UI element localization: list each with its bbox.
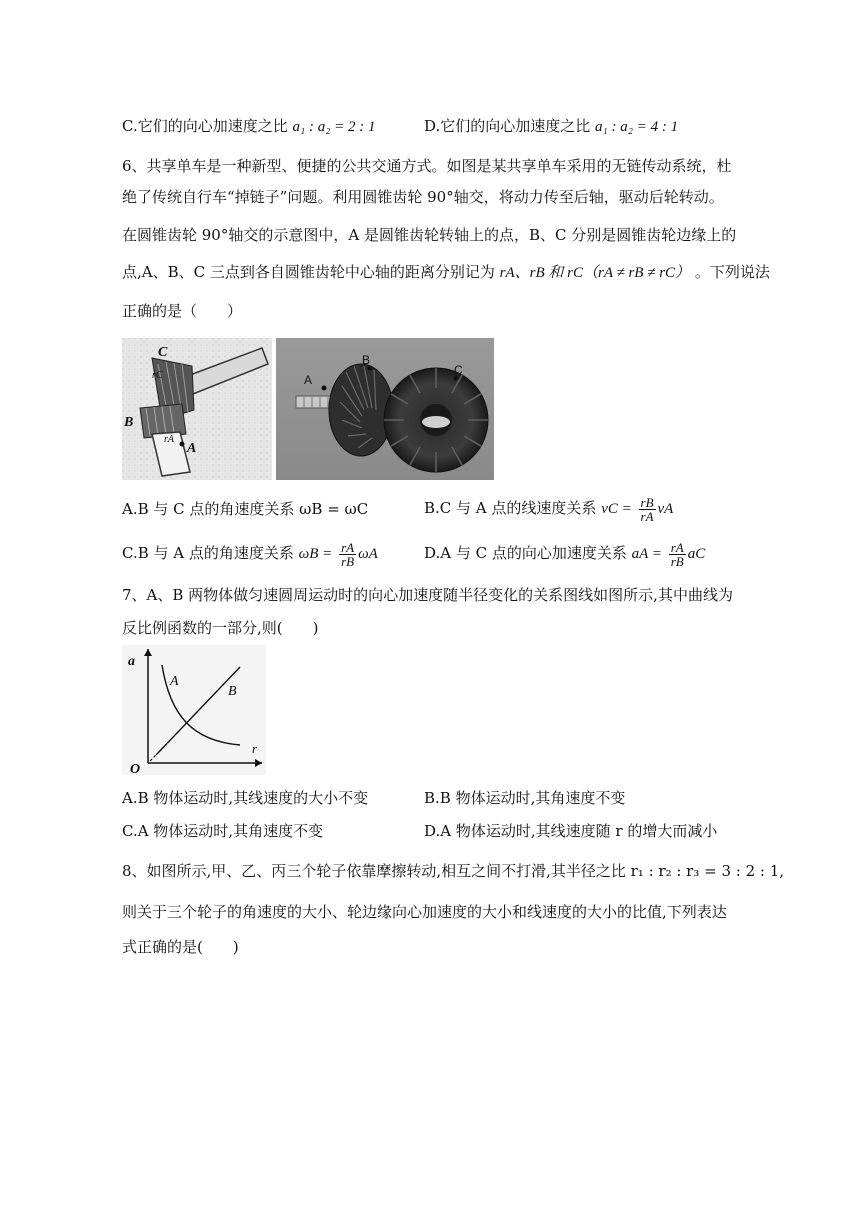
q5-option-d-text: D.它们的向心加速度之比	[424, 117, 591, 135]
q7-line-2: 反比例函数的一部分,则( )	[122, 619, 319, 637]
bevel-gear-photo-figure	[276, 338, 494, 480]
fig1-label-b: B	[124, 415, 134, 430]
q5-option-d	[424, 116, 678, 137]
q6-line-2: 绝了传统自行车“掉链子”问题。利用圆锥齿轮 90°轴交，将动力传至后轴，驱动后轮转动。	[122, 188, 724, 206]
q6-option-c-text: C.B 与 A 点的角速度关系	[122, 544, 294, 562]
q8-line-3: 式正确的是( )	[122, 938, 239, 956]
q6-line-3: 在圆锥齿轮 90°轴交的示意图中，A 是圆锥齿轮转轴上的点，B、C 分别是圆锥齿轮边缘上的	[122, 226, 737, 244]
fig2-label-c: C	[454, 363, 463, 377]
q6-option-d	[424, 536, 705, 571]
q6-option-d-fraction: $\frac{rA}{rB}$	[670, 539, 684, 569]
q6-line-4	[122, 262, 770, 283]
q6-option-d-text: D.A 与 C 点的向心加速度关系	[424, 544, 627, 562]
q5-option-c-expr: a₁ : a₂ = 2 : 1	[292, 119, 376, 135]
q6-line-4-vars: rA、rB 和 rC（rA ≠ rB ≠ rC）	[499, 265, 691, 281]
q6-option-b	[424, 491, 673, 526]
q8-line-1: 8、如图所示,甲、乙、丙三个轮子依靠摩擦转动,相互之间不打滑,其半径之比 r₁ : r₂ : r₃ = 3 : 2 : 1,	[122, 862, 785, 880]
q5-option-c-text: C.它们的向心加速度之比	[122, 117, 288, 135]
fig1-label-c: C	[158, 345, 168, 360]
q7-graph-figure	[122, 645, 266, 775]
graph-y-axis-label: a	[128, 654, 135, 669]
fig1-label-rc: rC	[152, 370, 163, 381]
q6-line-5: 正确的是（ ）	[122, 302, 243, 320]
q7-option-a: A.B 物体运动时,其线速度的大小不变	[122, 789, 369, 807]
q6-option-b-lhs: vC =	[601, 501, 632, 517]
q6-option-c	[122, 536, 378, 571]
graph-origin-label: O	[130, 762, 141, 775]
fig1-label-ra: rA	[164, 434, 174, 445]
q6-line-1: 6、共享单车是一种新型、便捷的公共交通方式。如图是某共享单车采用的无链传动系统，杜	[122, 157, 732, 175]
q8-line-2: 则关于三个轮子的角速度的大小、轮边缘向心加速度的大小和线速度的大小的比值,下列表达	[122, 903, 727, 921]
q7-option-b: B.B 物体运动时,其角速度不变	[424, 789, 626, 807]
fig1-label-a: A	[187, 441, 197, 456]
q7-option-d: D.A 物体运动时,其线速度随 r 的增大而减小	[424, 822, 718, 840]
q5-option-d-expr: a₁ : a₂ = 4 : 1	[595, 119, 679, 135]
q6-option-a: A.B 与 C 点的角速度关系 ωB = ωC	[122, 500, 369, 518]
q6-option-c-lhs: ωB =	[298, 546, 333, 562]
graph-curve-a-label: A	[170, 674, 179, 689]
q6-option-c-fraction: $\frac{rA}{rB}$	[341, 539, 355, 569]
q6-line-4-pre: 点,A、B、C 三点到各自圆锥齿轮中心轴的距离分别记为	[122, 263, 495, 281]
fig2-label-b: B	[362, 353, 371, 367]
q7-option-c: C.A 物体运动时,其角速度不变	[122, 822, 324, 840]
q5-option-c	[122, 116, 376, 137]
q6-line-4-post: 。下列说法	[694, 263, 770, 281]
q7-line-1: 7、A、B 两物体做匀速圆周运动时的向心加速度随半径变化的关系图线如图所示,其中曲线为	[122, 586, 733, 604]
q6-option-d-lhs: aA =	[631, 546, 662, 562]
q6-option-b-rhs: vA	[657, 501, 674, 517]
q6-option-c-rhs: ωA	[358, 546, 378, 562]
graph-line-b-label: B	[228, 684, 237, 699]
fig2-label-a: A	[304, 373, 313, 387]
q6-option-b-fraction: $\frac{rB}{rA}$	[640, 494, 654, 524]
bevel-gear-sketch-figure	[122, 338, 272, 480]
q6-option-d-rhs: aC	[687, 546, 706, 562]
graph-x-axis-label: r	[252, 741, 258, 756]
q6-option-b-text: B.C 与 A 点的线速度关系	[424, 499, 597, 517]
